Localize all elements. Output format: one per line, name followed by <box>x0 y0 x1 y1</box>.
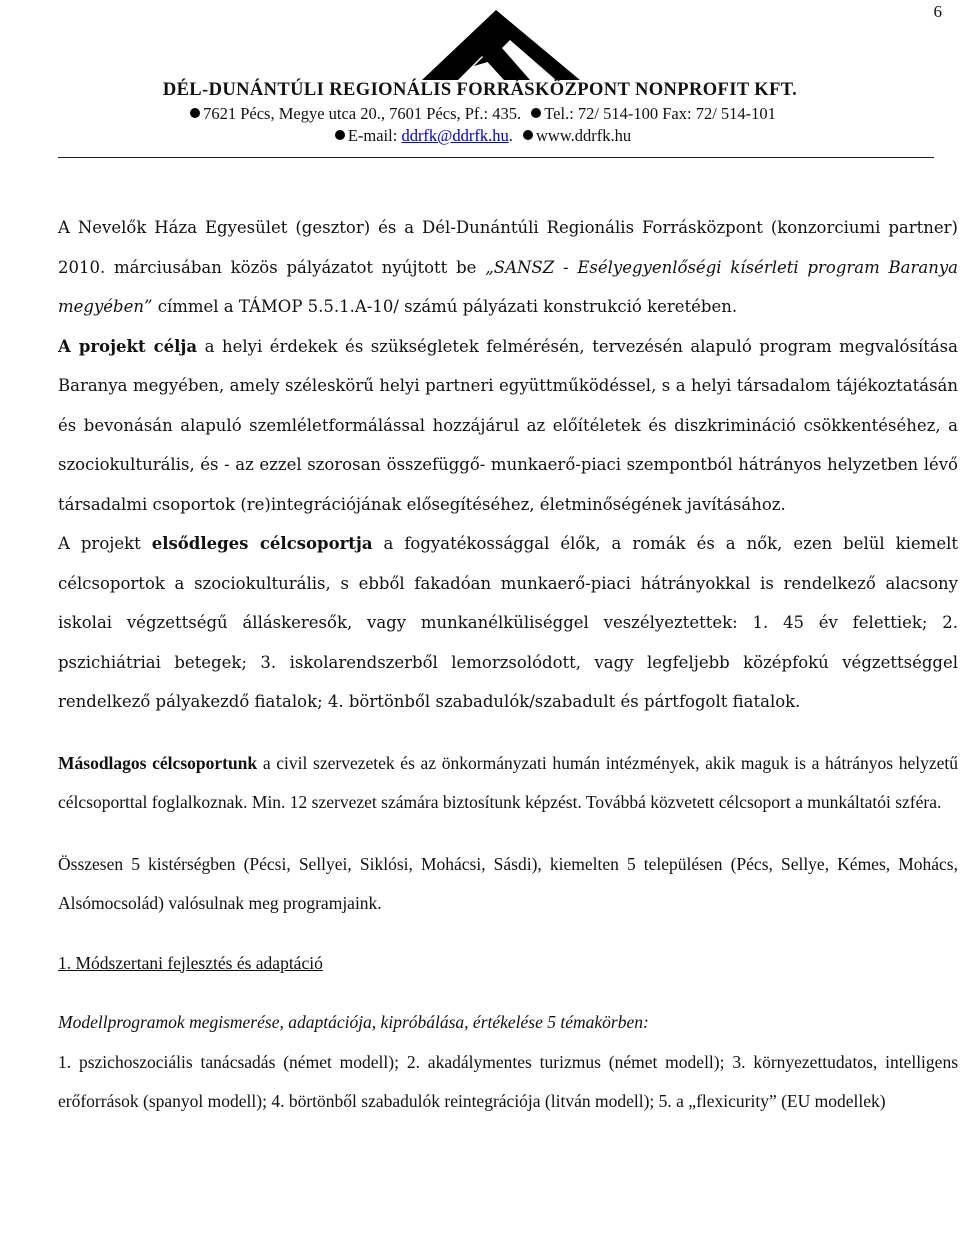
header-divider <box>58 157 934 158</box>
bullet-icon <box>531 108 541 118</box>
contact-line-2 <box>0 126 960 146</box>
email-label: E-mail: <box>347 126 398 145</box>
section-1-title: 1. Módszertani fejlesztés és adaptáció <box>58 952 323 973</box>
contact-line-1 <box>0 104 960 124</box>
goal-heading: A projekt célja <box>58 336 198 356</box>
secondary-target-text: a civil szervezetek és az önkormányzati humán intézmények, akik maguk is a hátrányos helyzetű célcsoporttal foglalkoznak. Min. 12 szervezet számára biztosítunk képzést. Továbbá közvetett célcsoport a munkáltatói szféra. <box>58 752 958 812</box>
primary-target-heading: elsődleges célcsoportja <box>151 534 373 553</box>
regions-paragraph: Összesen 5 kistérségben (Pécsi, Sellyei, Siklósi, Mohácsi, Sásdi), kiemelten 5 településen (Pécs, Sellye, Kémes, Mohács, Alsómocsolád) valósulnak meg programjaink. <box>58 853 958 913</box>
secondary-target-heading: Másodlagos célcsoportunk <box>58 752 258 773</box>
phone-fax: Tel.: 72/ 514-100 Fax: 72/ 514-101 <box>544 104 776 123</box>
page-number: 6 <box>933 2 942 21</box>
primary-target-text: a fogyatékossággal élők, a romák és a nők, ezen belül kiemelt célcsoportok a szociokulturális, s ebből fakadóan munkaerő-piaci hátrányokkal is rendelkező alacsony iskolai végzettségű álláskeresők, vagy munkanélküliséggel veszélyeztettek: 1. 45 év felettiek; 2. pszichiátriai betegek; 3. iskolarendszerből lemorzsolódott, vagy legfeljebb középfokú végzettséggel rendelkező pályakezdő fiatalok; 4. börtönből szabadulók/szabadult és pártfogolt fiatalok. <box>58 534 958 711</box>
document-body <box>58 208 958 1122</box>
website[interactable]: www.ddrfk.hu <box>536 126 632 145</box>
company-logo <box>404 4 594 82</box>
email-suffix: . <box>508 126 513 145</box>
intro-text: A Nevelők Háza Egyesület (gesztor) és a Dél-Dunántúli Regionális Forrásközpont (konzorciumi partner) 2010. márciusában közös pályázatot nyújtott be <box>58 218 958 277</box>
section-1-list: 1. pszichoszociális tanácsadás (német modell); 2. akadálymentes turizmus (német modell); 3. környezettudatos, intelligens erőforrások (spanyol modell); 4. börtönből szabadulók reintegrációja (litván modell); 5. a „flexicurity” (EU modellek) <box>58 1051 958 1111</box>
primary-target-paragraph <box>58 524 958 722</box>
goal-text: a helyi érdekek és szükségletek felmérésén, tervezésén alapuló program megvalósítása Baranya megyében, amely széleskörű helyi partneri együttműködéssel, s a helyi társadalom tájékoztatásán és bevonásán alapuló szemléletformálással hozzájárul az előítéletek és diszkrimináció csökkentéséhez, a szociokulturális, és - az ezzel szorosan összefüggő- munkaerő-piaci szempontból hátrányos helyzetben lévő társadalmi csoportok (re)integrációjának elősegítéséhez, életminőségének javításához. <box>58 336 958 514</box>
bullet-icon <box>523 130 533 140</box>
address: 7621 Pécs, Megye utca 20., 7601 Pécs, Pf.: 435. <box>203 104 522 123</box>
section-1-subtitle: Modellprogramok megismerése, adaptációja, kipróbálása, értékelése 5 témakörben: <box>58 1012 649 1032</box>
bullet-icon <box>190 108 200 118</box>
intro-paragraph <box>58 208 958 327</box>
goal-paragraph <box>58 327 958 525</box>
bullet-icon <box>335 130 345 140</box>
secondary-target-paragraph <box>58 744 958 823</box>
primary-prefix: A projekt <box>58 534 152 553</box>
company-name: DÉL-DUNÁNTÚLI REGIONÁLIS FORRÁSKÖZPONT NONPROFIT KFT. <box>162 80 798 100</box>
email-link[interactable]: ddrfk@ddrfk.hu <box>401 126 509 145</box>
program-title: „SANSZ - Esélyegyenlőségi kísérleti program Baranya megyében” <box>58 257 959 316</box>
intro-text-end: címmel a TÁMOP 5.5.1.A-10/ számú pályázati konstrukció keretében. <box>152 297 738 316</box>
